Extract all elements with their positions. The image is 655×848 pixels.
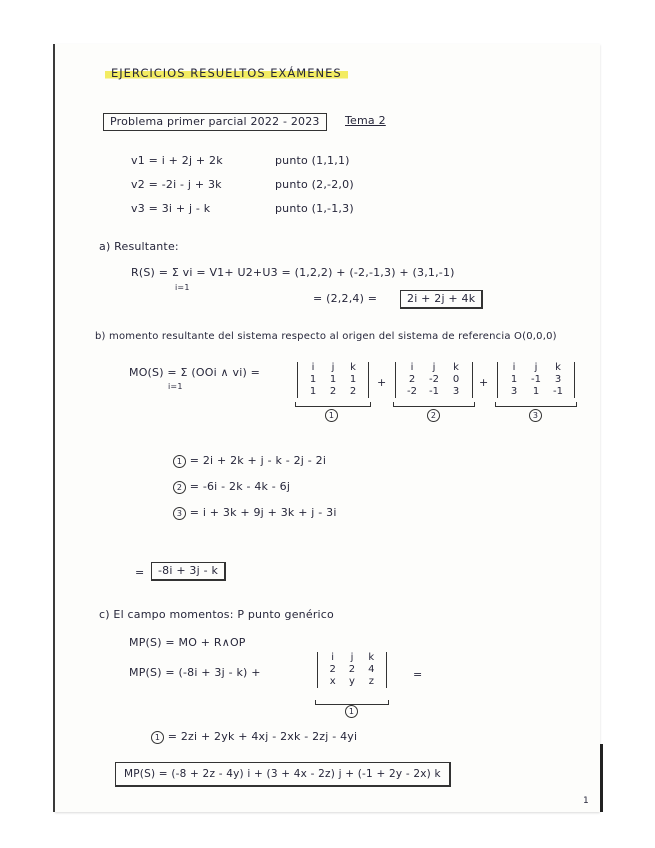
part-c-line1: MP(S) = MO + R∧OP [129,636,246,649]
vector-2-point: punto (2,-2,0) [275,178,354,191]
plus-1: + [377,376,387,389]
determinant-1: i j k 1 1 1 1 2 2 [297,362,369,398]
tema-label: Tema 2 [345,114,386,127]
label-c: 1 [345,705,358,718]
page-number: 1 [583,796,589,806]
part-a-sum-index: i=1 [175,283,190,292]
part-b-lhs: MO(S) = Σ (OOi ∧ vi) = [129,366,261,379]
part-a-line2: = (2,2,4) = [313,292,378,305]
part-b-heading: b) momento resultante del sistema respecto al origen del sistema de referencia O(0,0,0) [95,331,557,342]
label-3: 3 [529,409,542,422]
part-c-expansion: 1 = 2zi + 2yk + 4xj - 2xk - 2zj - 4yi [151,730,357,744]
part-a-line1: R(S) = Σ vi = V1+ U2+U3 = (1,2,2) + (-2,-1,3) + (3,1,-1) [131,266,455,279]
part-c-eq: = [413,668,423,681]
vector-3-point: punto (1,-1,3) [275,202,354,215]
part-c-line2: MP(S) = (-8i + 3j - k) + [129,666,261,679]
final-result: MP(S) = (-8 + 2z - 4y) i + (3 + 4x - 2z) j + (-1 + 2y - 2x) k [115,762,451,787]
label-2: 2 [427,409,440,422]
brace-2 [393,402,475,407]
vector-3: v3 = 3i + j - k [131,202,211,215]
expansion-3: 3 = i + 3k + 9j + 3k + j - 3i [173,506,337,520]
part-b-eq: = [135,566,145,579]
label-1: 1 [325,409,338,422]
expansion-2: 2 = -6i - 2k - 4k - 6j [173,480,290,494]
part-a-result: 2i + 2j + 4k [400,290,483,309]
part-a-heading: a) Resultante: [99,240,179,253]
part-b-result: -8i + 3j - k [151,562,226,581]
part-b-sum-index: i=1 [168,382,183,391]
vector-2: v2 = -2i - j + 3k [131,178,222,191]
notebook-page [55,44,600,812]
problem-label: Problema primer parcial 2022 - 2023 [103,113,327,131]
determinant-c: i j k 2 2 4 x y z [317,652,387,688]
vector-1-point: punto (1,1,1) [275,154,350,167]
brace-1 [295,402,371,407]
brace-3 [495,402,577,407]
expansion-1: 1 = 2i + 2k + j - k - 2j - 2i [173,454,326,468]
plus-2: + [479,376,489,389]
page-title: EJERCICIOS RESUELTOS EXÁMENES [105,66,348,80]
part-c-heading: c) El campo momentos: P punto genérico [99,608,334,621]
determinant-3: i j k 1 -1 3 3 1 -1 [497,362,575,398]
determinant-2: i j k 2 -2 0 -2 -1 3 [395,362,473,398]
vector-1: v1 = i + 2j + 2k [131,154,223,167]
